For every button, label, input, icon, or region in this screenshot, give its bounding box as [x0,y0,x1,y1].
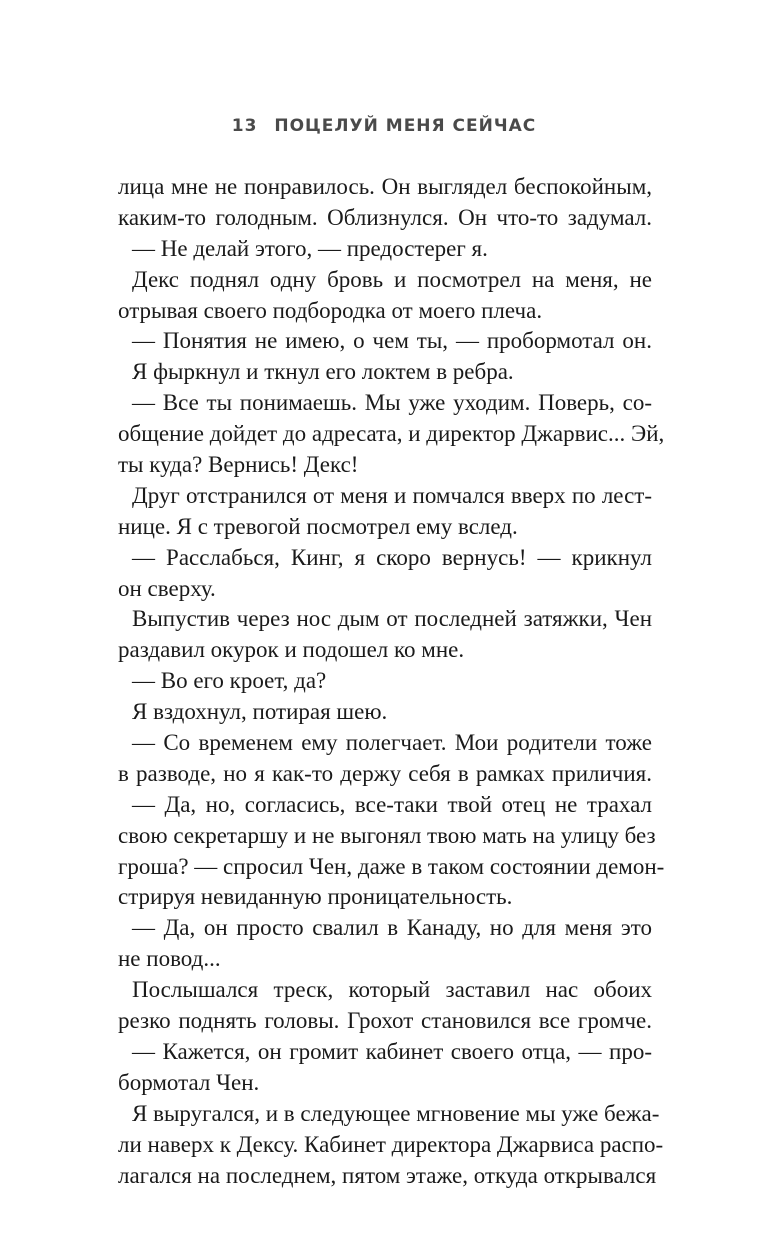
text-line: каким-то голодным. Облизнулся. Он что-то задумал. [118,204,652,230]
text-line: резко поднять головы. Грохот становился все громче. [118,1008,652,1034]
text-line: — Да, он просто свалил в Канаду, но для меня это [132,915,652,941]
text-line: ли наверх к Дексу. Кабинет директора Джарвиса распо- [118,1131,664,1157]
text-line: гроша? — спросил Чен, даже в таком состоянии демон- [118,853,665,879]
text-line: — Не делай этого, — предостерег я. [132,235,488,261]
text-line: Декс поднял одну бровь и посмотрел на меня, не [132,266,652,292]
text-line: он сверху. [118,575,216,601]
text-line: общение дойдет до адресата, и директор Джарвис... Эй, [118,421,665,447]
text-line: — Все ты понимаешь. Мы уже уходим. Поверь, со- [132,390,652,416]
text-line: — Со временем ему полегчает. Мои родители тоже [132,730,652,756]
page-number: 13 [231,116,258,136]
text-line: Я вздохнул, потирая шею. [132,699,388,725]
body-text [118,172,665,1191]
text-line: Послышался треск, который заставил нас обоих [132,977,652,1003]
text-line: — Расслабься, Кинг, я скоро вернусь! — крикнул [132,544,652,570]
text-line: Друг отстранился от меня и помчался вверх по лест- [132,482,652,508]
text-line: не повод... [118,946,221,972]
text-line: — Понятия не имею, о чем ты, — пробормотал он. [132,328,652,354]
text-line: — Во его кроет, да? [132,668,327,694]
text-line: бормотал Чен. [118,1069,260,1095]
text-line: лагался на последнем, пятом этаже, откуда открывался [118,1162,657,1188]
text-line: Я фыркнул и ткнул его локтем в ребра. [132,359,514,385]
text-line: Выпустив через нос дым от последней затяжки, Чен [132,606,652,632]
text-line: ты куда? Вернись! Декс! [118,452,359,478]
text-line: отрывая своего подбородка от моего плеча. [118,297,543,323]
text-line: Я выругался, и в следующее мгновение мы уже бежа- [132,1100,660,1126]
text-line: лица мне не понравилось. Он выглядел беспокойным, [118,174,652,199]
text-line: раздавил окурок и подошел ко мне. [118,637,465,663]
text-line: — Кажется, он громит кабинет своего отца, — про- [132,1038,652,1064]
running-header [0,116,768,136]
text-line: — Да, но, согласись, все-таки твой отец не трахал [132,791,652,817]
text-line: стрируя невиданную проницательность. [118,884,513,910]
text-line: в разводе, но я как-то держу себя в рамках приличия. [118,760,652,786]
book-title: ПОЦЕЛУЙ МЕНЯ СЕЙЧАС [274,116,537,136]
text-line: свою секретаршу и не выгонял твою мать на улицу без [118,822,656,848]
text-line: нице. Я с тревогой посмотрел ему вслед. [118,513,518,539]
